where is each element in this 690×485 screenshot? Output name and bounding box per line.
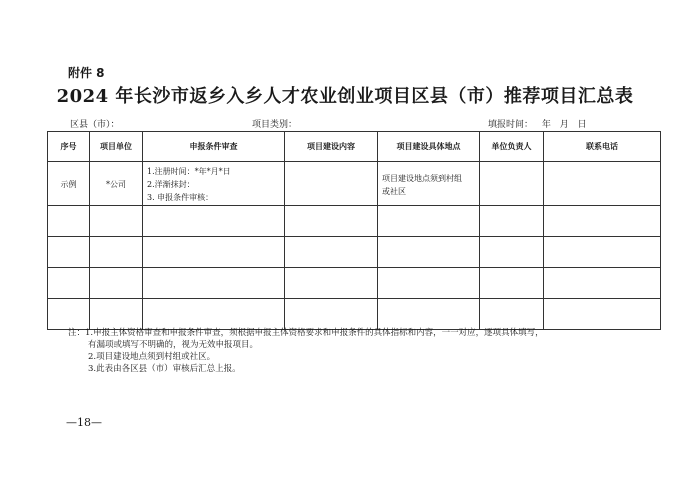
column-header-content: 项目建设内容 [285, 132, 378, 162]
note-3: 3.此表由各区县（市）审核后汇总上报。 [88, 364, 241, 374]
review-line-2: 2.洋渐抹封： [147, 180, 195, 189]
table-row [48, 299, 661, 330]
notes-section [68, 327, 628, 375]
review-line-3: 3. 申报条件审核： [147, 193, 214, 202]
column-header-seq: 序号 [48, 132, 90, 162]
attachment-label: 附件 8 [68, 66, 105, 80]
page-number: —18— [66, 416, 102, 429]
example-content-cell [285, 162, 378, 206]
table-row-example [48, 162, 661, 206]
category-field-label: 项目类别： [252, 120, 298, 130]
example-leader-cell [480, 162, 544, 206]
example-review-cell [143, 162, 285, 206]
example-unit-cell [90, 162, 143, 206]
note-1-continued: 有漏项或填写不明确的，视为无效申报项目。 [88, 340, 259, 350]
review-line-1: 1.注册时间：*年*月*日 [147, 167, 231, 176]
column-header-phone: 联系电话 [544, 132, 661, 162]
document-title: 2024 年长沙市返乡入乡人才农业创业项目区县（市）推荐项目汇总表 [56, 86, 634, 107]
column-header-review: 申报条件审查 [143, 132, 285, 162]
column-header-leader: 单位负责人 [480, 132, 544, 162]
table-row [48, 206, 661, 237]
example-seq-cell [48, 162, 90, 206]
example-location-cell [378, 162, 480, 206]
district-field-label: 区县（市）： [70, 120, 120, 130]
example-seq-text: 示例 [60, 180, 77, 189]
example-unit-text: *公司 [106, 180, 126, 189]
note-2: 2.项目建设地点须到村组或社区。 [88, 352, 216, 362]
column-header-location: 项目建设具体地点 [378, 132, 480, 162]
table-row [48, 268, 661, 299]
example-phone-cell [544, 162, 661, 206]
table-row [48, 237, 661, 268]
fill-date-label: 填报时间： 年 月 日 [488, 120, 587, 130]
table-header-row [48, 132, 661, 162]
note-1: 注：1.申报主体资格审查和申报条件审查，须根据申报主体资格要求和申报条件的具体指标和内容，一一对应，逐项具体填写， [68, 328, 544, 338]
column-header-unit: 项目单位 [90, 132, 143, 162]
summary-table [47, 131, 661, 330]
location-line-2: 或社区 [382, 187, 406, 196]
location-line-1: 项目建设地点须到村组 [382, 174, 462, 183]
